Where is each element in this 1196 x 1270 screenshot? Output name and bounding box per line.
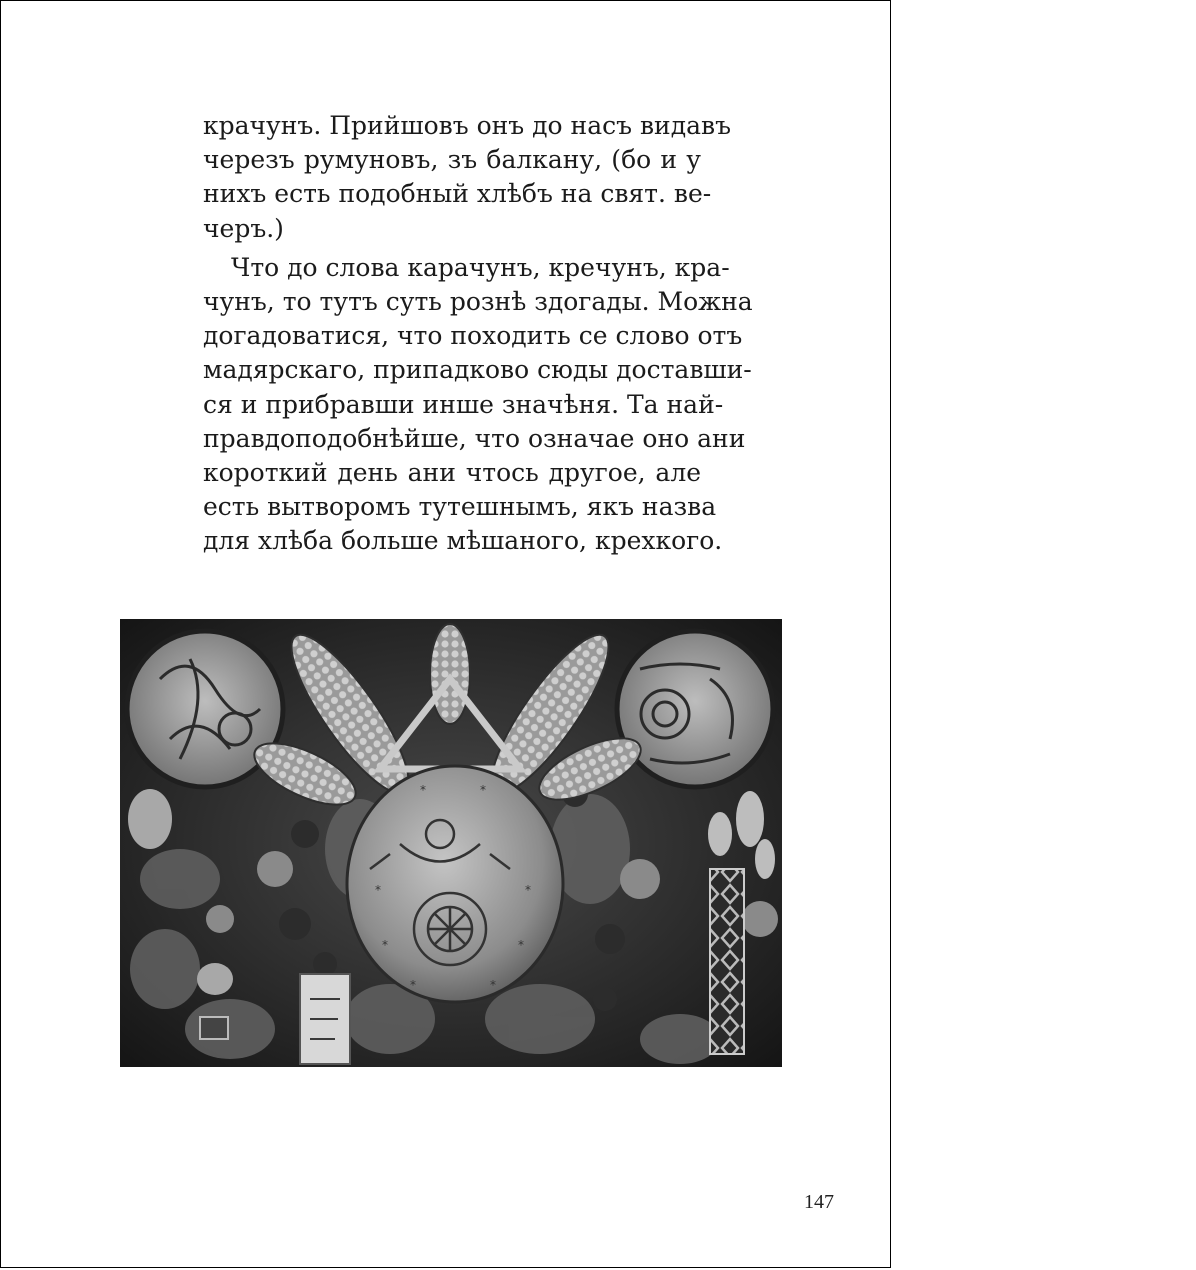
paragraph-1 xyxy=(203,109,731,246)
svg-text:*: * xyxy=(410,978,416,992)
svg-text:*: * xyxy=(480,783,486,797)
text-line: черъ.) xyxy=(203,213,284,243)
page-number: 147 xyxy=(804,1191,834,1213)
paragraph-2 xyxy=(203,251,753,559)
text-line: нихъ есть подобный хлѣбъ на свят. ве- xyxy=(203,179,712,209)
text-line: для хлѣба больше мѣшаного, крехкого. xyxy=(203,526,723,556)
text-line: правдоподобнѣйше, что означае оно ани xyxy=(203,423,746,453)
svg-text:*: * xyxy=(490,978,496,992)
text-line: Что до слова карачунъ, кречунъ, кра- xyxy=(231,252,730,282)
text-line: короткий день ани чтось другое, але xyxy=(203,458,701,488)
photograph-ritual-bread xyxy=(120,619,782,1067)
text-line: есть вытворомъ тутешнымъ, якъ назва xyxy=(203,492,717,522)
text-line: чунъ, то тутъ суть рознѣ здогады. Можна xyxy=(203,287,753,317)
svg-text:*: * xyxy=(420,783,426,797)
svg-text:*: * xyxy=(518,938,524,952)
text-line: черезъ румуновъ, зъ балкану, (бо и у xyxy=(203,145,701,175)
svg-text:*: * xyxy=(525,883,531,897)
text-line: крачунъ. Прийшовъ онъ до насъ видавъ xyxy=(203,111,731,140)
svg-text:*: * xyxy=(382,938,388,952)
svg-text:*: * xyxy=(375,883,381,897)
text-line: догадоватися, что походить се слово отъ xyxy=(203,321,743,351)
text-line: ся и прибравши инше значѣня. Та най- xyxy=(203,389,724,419)
text-line: мадярскаго, припадково сюды доставши- xyxy=(203,355,752,385)
body-text xyxy=(203,109,753,559)
